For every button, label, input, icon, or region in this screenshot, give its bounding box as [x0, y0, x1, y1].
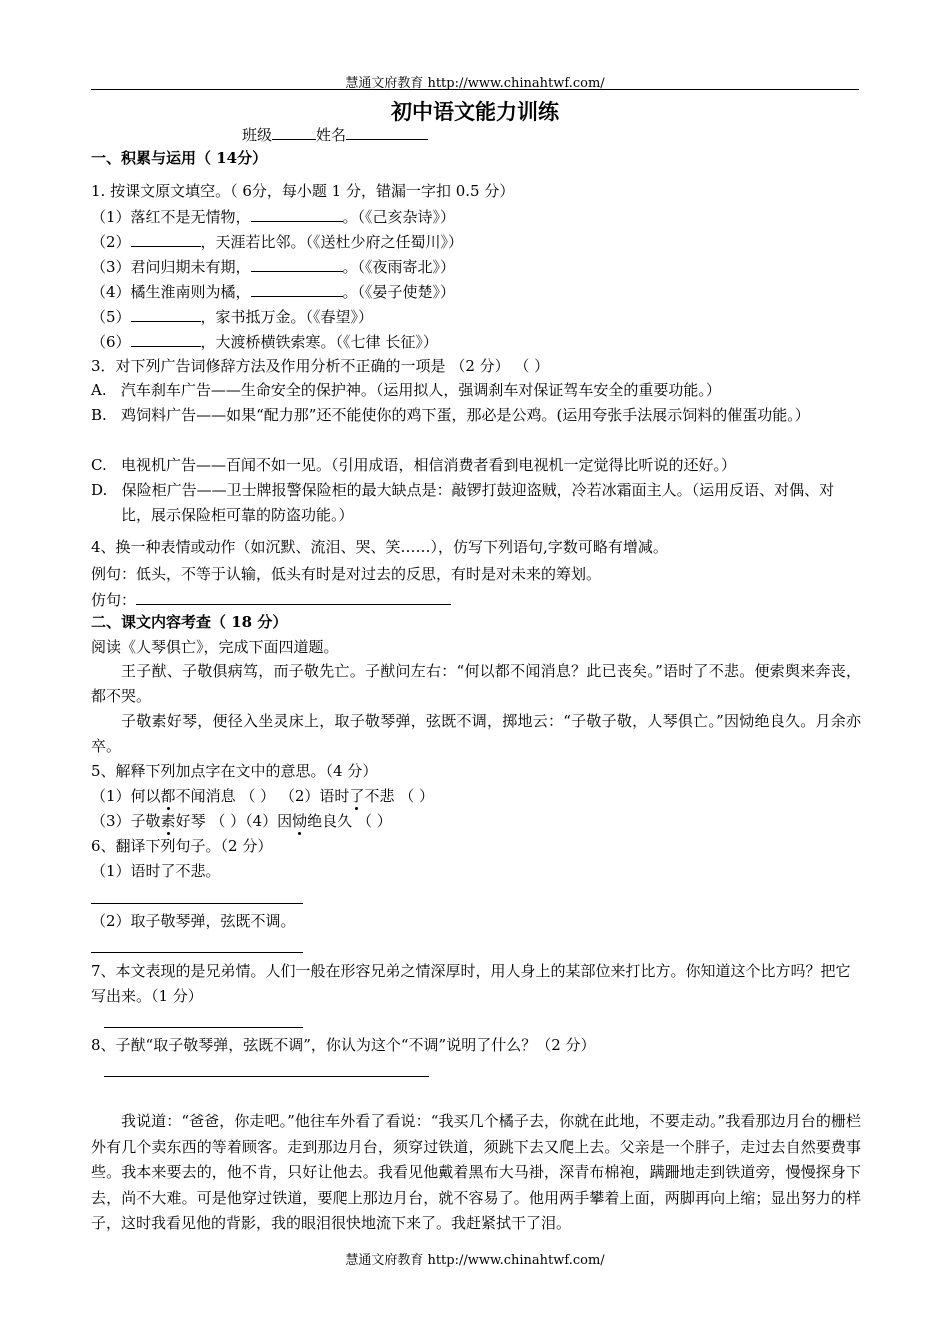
q5-item-answer: 不闻消息 （ ）: [175, 787, 276, 805]
class-blank[interactable]: [272, 124, 316, 140]
question-7: 7、本文表现的是兄弟情。人们一般在形容兄弟之情深厚时，用人身上的某部位来打比方。你知道这个比方吗？把它写出来。（1 分）: [91, 962, 851, 1005]
header-rule: [91, 89, 859, 90]
fill-source: ，家书抵万金。（《春望》）: [200, 308, 374, 326]
student-info: [242, 124, 428, 145]
question-5: 5、解释下列加点字在文中的意思。（4 分）: [91, 762, 378, 780]
dotted-char: 都: [160, 787, 176, 805]
fill-text: （4）橘生淮南则为橘，: [91, 283, 251, 301]
fill-text: （3）君问归期未有期，: [91, 258, 251, 276]
fill-blank[interactable]: [131, 331, 201, 347]
section-2-heading: 二、课文内容考查（ 18 分）: [91, 613, 288, 631]
fill-item: [91, 231, 463, 252]
fill-blank[interactable]: [251, 256, 343, 272]
option-label: B.: [91, 406, 107, 424]
option-b: [91, 403, 861, 428]
dotted-char: 了: [349, 787, 365, 805]
imitate-blank[interactable]: [136, 589, 451, 605]
fill-source: 。（《夜雨寄北》）: [342, 258, 456, 276]
fill-source: 。（《晏子使楚》）: [342, 283, 456, 301]
page-footer: 慧通文府教育 http://www.chinahtwf.com/: [345, 1253, 605, 1268]
option-text: 汽车刹车广告——生命安全的保护神。（运用拟人，强调刹车对保证驾车安全的重要功能。）: [120, 381, 721, 399]
q5-item-text: （4）因: [245, 812, 293, 830]
answer-line[interactable]: [91, 903, 303, 904]
fill-source: 。（《己亥杂诗》）: [342, 208, 456, 226]
name-blank[interactable]: [346, 124, 428, 140]
page-title: 初中语文能力训练: [391, 99, 559, 124]
q5-item-text: （1）何以: [91, 787, 161, 805]
fill-item: [91, 206, 455, 227]
option-label: D.: [91, 481, 108, 499]
option-label: C.: [91, 456, 107, 474]
option-label: A.: [91, 381, 107, 399]
question-8: 8、子猷“取子敬琴弹，弦既不调”，你认为这个“不调”说明了什么？（2 分）: [91, 1036, 596, 1054]
question-3: 3．对下列广告词修辞方法及作用分析不正确的一项是 （2 分） （ ）: [91, 357, 550, 375]
option-text: 保险柜广告——卫士牌报警保险柜的最大缺点是：敲锣打鼓迎盗贼，冷若冰霜面主人。（运用反语、对偶、对比，展示保险柜可靠的防盗功能。）: [121, 481, 835, 524]
fill-text: （6）: [91, 333, 131, 351]
fill-blank[interactable]: [251, 206, 343, 222]
option-a: [91, 378, 861, 403]
passage-paragraph-3: 我说道：“爸爸，你走吧。”他往车外看了看说：“我买几个橘子去，你就在此地，不要走动。”我看那边月台的栅栏外有几个卖东西的等着顾客。走到那边月台，须穿过铁道，须跳下去又爬上去。父亲是一个胖子，走过去自然要费事些。我本来要去的，他不肯，只好让他去。我看见他戴着黑布大马褂，深青布棉袍，蹒跚地走到铁道旁，慢慢探身下去，尚不大难。可是他穿过铁道，要爬上那边月台，就不容易了。他用两手攀着上面，两脚再向上缩；显出努力的样子，这时我看见他的背影，我的眼泪很快地流下来了。我赶紧拭干了泪。: [91, 1112, 861, 1232]
option-c: [91, 453, 861, 478]
reading-intro: 阅读《人琴俱亡》，完成下面四道题。: [91, 638, 339, 656]
dotted-char: 恸: [292, 812, 308, 830]
fill-item: [91, 331, 438, 352]
fill-source: ，大渡桥横铁索寒。（《七律 长征》）: [200, 333, 438, 351]
question-4: 4、换一种表情或动作（如沉默、流泪、哭、笑……），仿写下列语句,字数可略有增减。: [91, 538, 668, 556]
fill-text: （5）: [91, 308, 131, 326]
question-1: 1. 按课文原文填空。（ 6分，每小题 1 分，错漏一字扣 0.5 分）: [91, 182, 515, 200]
fill-blank[interactable]: [131, 306, 201, 322]
q5-item-answer: 不悲 （ ）: [364, 787, 434, 805]
page-header: 慧通文府教育 http://www.chinahtwf.com/: [345, 76, 605, 91]
question-6: 6、翻译下列句子。（2 分）: [91, 837, 273, 855]
name-label: 姓名: [316, 126, 347, 144]
q5-item-answer: 好琴 （ ）: [175, 812, 246, 830]
imitate-label: 仿句：: [91, 591, 137, 609]
option-text: 鸡饲料广告——如果“配力那”还不能使你的鸡下蛋，那必是公鸡。(运用夸张手法展示饲料的催蛋功能。）: [121, 406, 810, 424]
question-6-sentence-2: （2）取子敬琴弹，弦既不调。: [91, 912, 296, 930]
fill-source: ，天涯若比邻。（《送杜少府之任蜀川》）: [200, 233, 464, 251]
option-text: 电视机广告——百闻不如一见。（引用成语，相信消费者看到电视机一定觉得比听说的还好。）: [121, 456, 737, 474]
class-label: 班级: [242, 126, 273, 144]
fill-blank[interactable]: [251, 281, 343, 297]
fill-item: [91, 281, 455, 302]
answer-line[interactable]: [104, 1027, 303, 1028]
dotted-char: 素: [160, 812, 176, 830]
fill-text: （2）: [91, 233, 131, 251]
answer-line[interactable]: [91, 952, 303, 953]
fill-text: （1）落红不是无情物，: [91, 208, 251, 226]
q5-item-text: （2）语时: [279, 787, 350, 805]
section-1-heading: 一、积累与运用（ 14分）: [91, 149, 268, 167]
question-4-example: 例句：低头，不等于认输，低头有时是对过去的反思，有时是对未来的筹划。: [91, 565, 602, 583]
q5-item-answer: 绝良久 （ ）: [307, 812, 392, 830]
answer-line[interactable]: [104, 1076, 429, 1077]
passage-paragraph-2: 子敬素好琴，便径入坐灵床上，取子敬琴弹，弦既不调，掷地云：“子敬子敬，人琴俱亡。”因恸绝良久。月余亦卒。: [91, 712, 861, 755]
fill-item: [91, 306, 373, 327]
passage-paragraph-1: 王子猷、子敬俱病笃，而子敬先亡。子猷问左右：“何以都不闻消息？此已丧矣。”语时了不悲。便索舆来奔丧，都不哭。: [91, 662, 861, 705]
question-5-row-1: [91, 786, 434, 806]
question-4-imitate: [91, 589, 451, 610]
q5-item-text: （3）子敬: [91, 812, 161, 830]
fill-blank[interactable]: [131, 231, 201, 247]
question-6-sentence-1: （1）语时了不悲。: [91, 862, 221, 880]
fill-item: [91, 256, 455, 277]
option-d: [91, 478, 861, 527]
question-5-row-2: [91, 811, 392, 831]
